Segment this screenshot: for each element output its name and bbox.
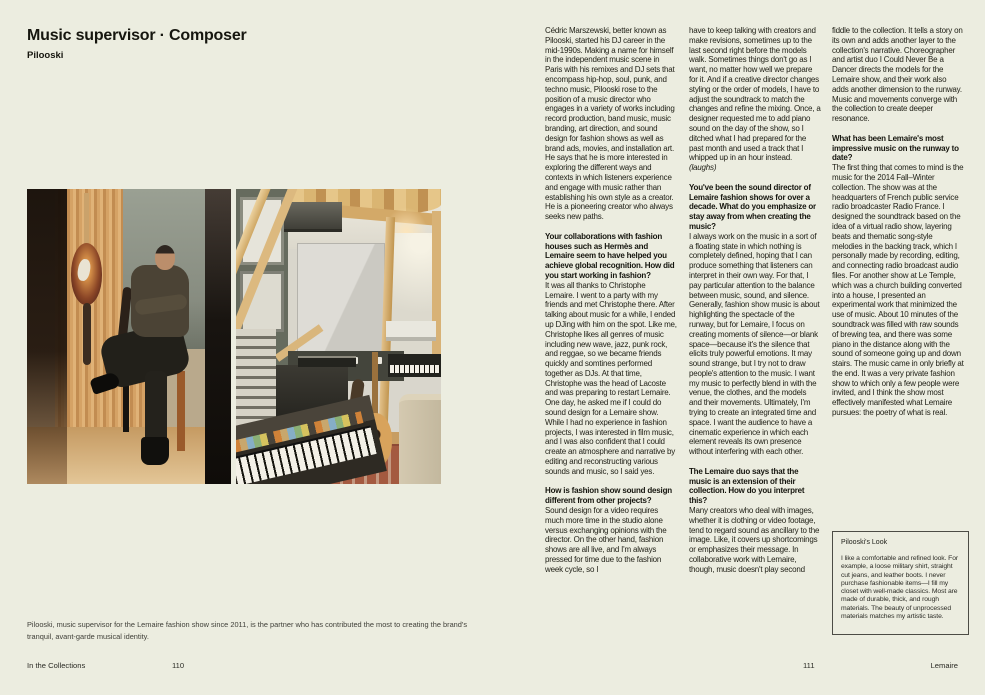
text-segment: What has been Lemaire's most impressive music on the runway to date? <box>832 133 959 163</box>
guitar-strap <box>83 303 91 365</box>
article-paragraph <box>689 232 821 457</box>
seated-man-head <box>155 245 175 270</box>
text-segment: It was all thanks to Christophe Lemaire. I went to a party with my friends and met Christophe there. After talking about music for a while, I ended up DJing with him on the spot. Like me, Christophe likes all genres of music including new wave, jazz, punk rock, and reggae, so we became friends quickly and somtines performed together as DJs. At that time, Christophe was the head of Lacoste and was preparing to restart Lemaire. One day, he asked me if I could do sound design for a Lemaire show. While I had no experience in fashion projects, I was interested in film music, and I was also confident that I could create an atmosphere and narrative by editing and reconstructing various sounds and music, so I said yes. <box>545 280 677 476</box>
look-box-body: I like a comfortable and refined look. For example, a loose military shirt, straight cut jeans, and leather boots. I never purchase fashionable items—I fill my closet with well-made classics. Most are made of durable, thick, and rough materials. The beauty of unprocessed materials matches my artistic taste. <box>841 555 959 621</box>
interview-question <box>545 486 677 506</box>
article-paragraph <box>545 26 677 222</box>
sidebar-look-box <box>832 531 969 635</box>
text-segment: I always work on the music in a sort of a floating state in which nothing is completely defined, hoping that I can produce something that listeners can interpret in their own way. For that, I pay particular attention to the balance between music, sound, and silence. Generally, fashion show music is about highlighting the spectacle of the runway, but for Lemaire, I focus on creating moments of silence—or blank space—because it's the silence that elicits truly powerful emotions. It may sound strange, but I try not to draw people's attention to the music. I want my music to perfectly blend in with the venue, the clothes, and the models and their movements. Ultimately, I'm trying to create an integrated time and space. I want the audience to have a cinematic experience in which each element reveals its own presence without interfering with each other. <box>689 231 820 457</box>
article-column-2 <box>689 26 821 640</box>
keyboard-keys <box>390 365 440 373</box>
text-segment: You've been the sound director of Lemaire fashion shows for over a decade. What do you emphasize or stay away from when creating the music? <box>689 182 816 231</box>
page-title: Music supervisor · Composer <box>27 26 247 44</box>
white-synth <box>386 321 436 341</box>
article-paragraph <box>689 26 821 173</box>
text-segment: have to keep talking with creators and make revisions, sometimes up to the last second right before the models walk. Sometimes things don't go as I want, no matter how well we prepare for it. And if a creative director changes styling or the order of models, I have to adjust the soundtrack to match the changes and refine the mixing. Once, a designer requested me to add piano sound on the day of the show, so I ditched what I had prepared for the past month and used a track that I whipped up in an hour instead. <box>689 26 821 163</box>
keyboard-mid <box>298 356 356 367</box>
page-number-left: 110 <box>172 661 185 670</box>
text-segment: Sound design for a video requires much more time in the studio alone versus exchanging opinions with the director. On the other hand, fashion shows are all live, and I'm always pressed for time due to the fashion week cycle, so I <box>545 506 667 574</box>
article-paragraph <box>545 281 677 477</box>
ceiling-speaker-box <box>284 202 342 232</box>
footer-brand: Lemaire <box>930 661 958 670</box>
article-paragraph <box>832 163 964 418</box>
photo-caption: Pilooski, music supervisor for the Lemaire fashion show since 2011, is the partner who has contributed the most to creating the brand's tranquil, avant-garde musical identity. <box>27 620 468 641</box>
electric-guitar-neck <box>84 193 89 248</box>
text-segment: fiddle to the collection. It tells a story on its own and adds another layer to the collection's narrative. Choreographer and artist duo I Could Never Be a Dancer directs the models for the Lemaire show, and their work also adds another dimension to the runway. Music and movements converge with the collection to create deeper resonance. <box>832 26 963 124</box>
seated-man-shin <box>145 371 167 443</box>
chair-leg <box>177 371 185 451</box>
photo-studio-room <box>236 189 441 484</box>
leather-boot <box>141 437 169 465</box>
look-box-title: Pilooski's Look <box>841 539 888 546</box>
article-column-1 <box>545 26 677 640</box>
photo-studio-portrait <box>27 189 231 484</box>
text-segment: Many creators who deal with images, whether it is clothing or video footage, tend to regard sound as ancillary to the image. Like, it covers up shortcomings or emphasizes their message. In collaborative work with Lemaire, though, music doesn't play second <box>689 506 820 574</box>
interview-question <box>545 232 677 281</box>
text-segment: The first thing that comes to mind is the music for the 2014 Fall–Winter collection. The show was at the headquarters of French public service radio broadcaster Radio France. I designed the soundtrack based on the idea of a virtual radio show, layering beats and thematic song-style melodies in the backing track, which I personally made by recording, editing, and connecting radio broadcast audio files. For another show at Le Temple, which was a church building converted into a house, I presented an experimental work that minimized the use of music. About 10 minutes of the soundtrack was filled with raw sounds of brewing tea, and there was some piano in the distance along with the sound of someone going up and down stairs. The music came in only briefly at the end. It was a very private fashion show to which only a few people were invited, and I think the show most effectively manifested what Lemaire pursues: the poetry of what is real. <box>832 163 964 418</box>
subject-name: Pilooski <box>27 50 64 61</box>
article-paragraph <box>689 506 821 575</box>
article-paragraph <box>832 26 964 124</box>
interview-question <box>689 183 821 232</box>
door-frame-right <box>205 189 231 484</box>
article-paragraph <box>545 506 677 575</box>
text-segment: The Lemaire duo says that the music is an extension of their collection. How do you interpret this? <box>689 466 805 506</box>
blurred-door-frame-left <box>27 189 67 484</box>
interview-question <box>689 467 821 506</box>
couch <box>399 394 441 484</box>
wood-post <box>432 211 441 366</box>
text-segment: Cédric Marszewski, better known as Pilooski, started his DJ career in the mid-1990s. Making a name for himself in the independent music scene in Paris with his remixes and DJ sets that encompass hip-hop, soul, punk, and techno music, Pilooski rose to the position of a music director who engages in a variety of works including record production, band music, music branding, art direction, and sound design for fashion shows as well as brand ads, movies, and installation art. He says that he is more interested in exploring the different ways and contexts in which listeners experience and engage with music rather than establishing his own style as a creator. He is a pioneering creator who always seeks new paths. <box>545 26 675 222</box>
interview-question <box>832 134 964 163</box>
page-number-right: 111 <box>803 661 815 670</box>
text-segment: How is fashion show sound design different from other projects? <box>545 486 672 506</box>
text-segment: Your collaborations with fashion houses such as Hermès and Lemaire seem to have helped you achieve global recognition. How did you start working in fashion? <box>545 231 675 280</box>
footer-section-label: In the Collections <box>27 661 86 670</box>
text-segment: (laughs) <box>689 163 717 173</box>
